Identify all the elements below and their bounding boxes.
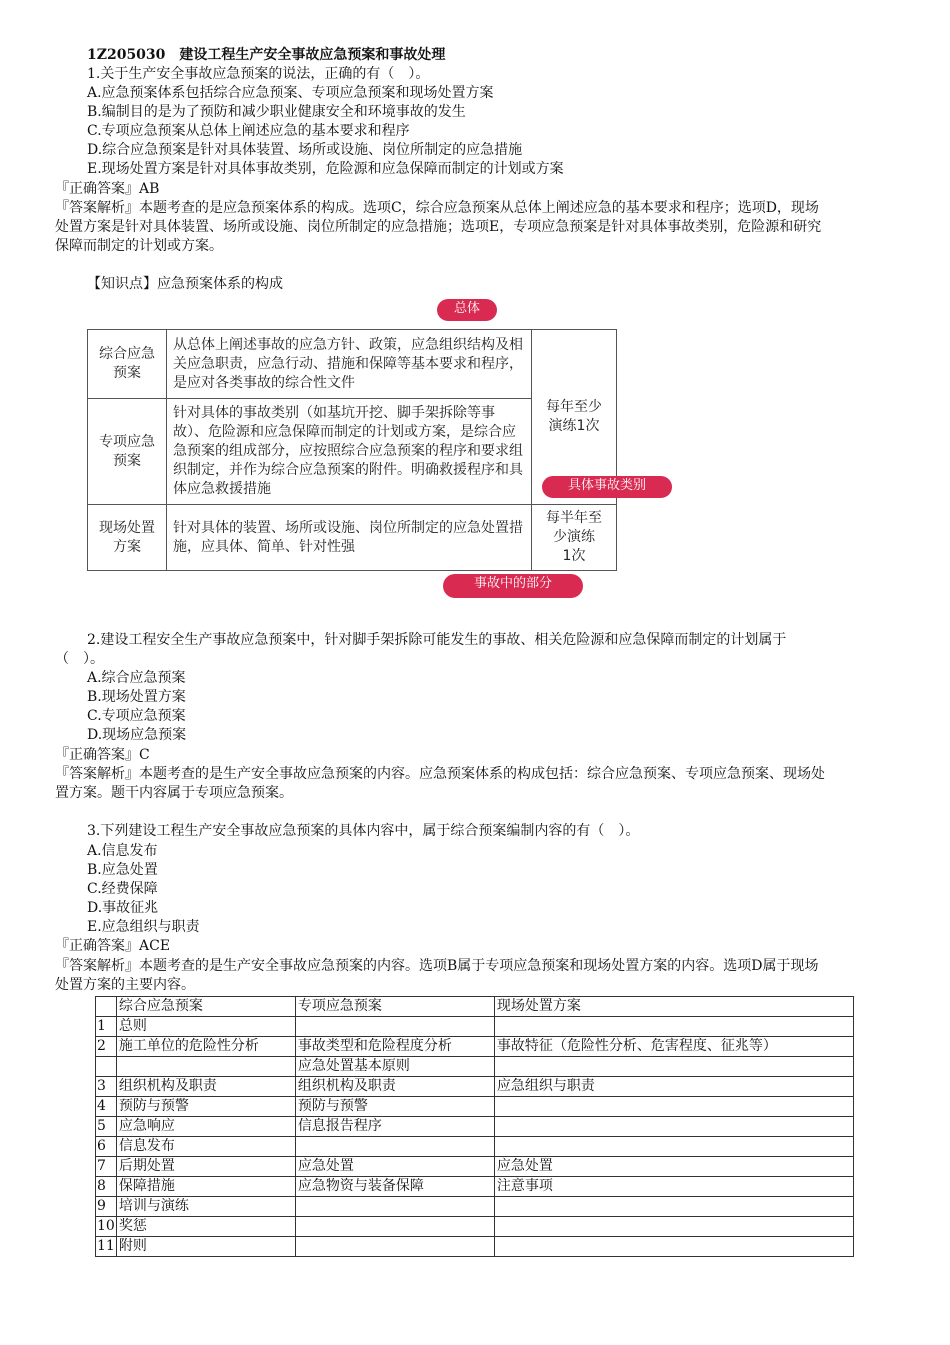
table-cell (295, 1217, 494, 1237)
table-cell: 9 (96, 1197, 117, 1217)
kt-name-text: 现场处置 方案 (99, 519, 155, 555)
q2-question-2: （ ）。 (55, 651, 104, 667)
table-cell: 奖惩 (116, 1217, 295, 1237)
table-cell: 培训与演练 (116, 1197, 295, 1217)
table-row (96, 1197, 854, 1217)
q3-option-d: D.事故征兆 (87, 900, 159, 916)
table-cell (494, 1117, 853, 1137)
table-row (96, 1237, 854, 1257)
table-cell: 应急处置 (295, 1157, 494, 1177)
table-cell: 5 (96, 1117, 117, 1137)
q1-analysis-1: 『答案解析』本题考查的是应急预案体系的构成。选项C，综合应急预案从总体上阐述应急的基本要求和程序；选项D，现场 (55, 200, 819, 216)
q3-question: 3.下列建设工程生产安全事故应急预案的具体内容中，属于综合预案编制内容的有（ ）。 (87, 823, 640, 839)
table-cell (295, 1197, 494, 1217)
table-row (96, 1177, 854, 1197)
table-cell: 4 (96, 1097, 117, 1117)
q1-option-b: B.编制目的是为了预防和减少职业健康安全和环境事故的发生 (87, 104, 466, 120)
q1-option-e: E.现场处置方案是针对具体事故类别，危险源和应急保障而制定的计划或方案 (87, 161, 564, 177)
table-row (96, 1017, 854, 1037)
table-cell (494, 1237, 853, 1257)
kt-name-text: 专项应急 预案 (99, 433, 155, 469)
kt-freq-text: 每半年至 少演练 1次 (546, 510, 602, 564)
table-cell (295, 1137, 494, 1157)
q2-option-b: B.现场处置方案 (87, 689, 186, 705)
table-cell: 2 (96, 1037, 117, 1057)
q3-analysis-1: 『答案解析』本题考查的是生产安全事故应急预案的内容。选项B属于专项应急预案和现场处置方案的内容。选项D属于现场 (55, 958, 819, 974)
table-row (96, 1077, 854, 1097)
table-cell: 6 (96, 1137, 117, 1157)
table-cell (295, 1017, 494, 1037)
table-cell (494, 1017, 853, 1037)
table-cell: 组织机构及职责 (295, 1077, 494, 1097)
table-cell: 信息发布 (116, 1137, 295, 1157)
q2-question-1: 2.建设工程安全生产事故应急预案中，针对脚手架拆除可能发生的事故、相关危险源和应急保障而制定的计划属于 (87, 632, 787, 648)
table-cell: 预防与预警 (295, 1097, 494, 1117)
table-cell (295, 1237, 494, 1257)
q1-option-a: A.应急预案体系包括综合应急预案、专项应急预案和现场处置方案 (87, 85, 494, 101)
table-row (96, 1137, 854, 1157)
table-cell: 8 (96, 1177, 117, 1197)
kt-freq-halfyear (532, 505, 617, 571)
table-header-row (96, 997, 854, 1017)
kt-name-text: 综合应急 预案 (99, 346, 155, 381)
table-header-cell: 综合应急预案 (116, 997, 295, 1017)
kt-desc-comprehensive: 从总体上阐述事故的应急方针、政策，应急组织结构及相关应急职责，应急行动、措施和保障等基本要求和程序，是应对各类事故的综合性文件 (167, 330, 532, 399)
table-cell: 3 (96, 1077, 117, 1097)
q1-analysis-3: 保障而制定的计划或方案。 (55, 238, 223, 254)
table-cell: 应急物资与装备保障 (295, 1177, 494, 1197)
table-cell (116, 1057, 295, 1077)
q3-analysis-2: 处置方案的主要内容。 (55, 977, 195, 993)
table-cell: 事故特征（危险性分析、危害程度、征兆等） (494, 1037, 853, 1057)
section-title: 1Z205030 建设工程生产安全事故应急预案和事故处理 (87, 47, 446, 63)
knowledge-table (87, 329, 617, 571)
knowledge-title: 【知识点】应急预案体系的构成 (87, 276, 283, 292)
table-cell: 后期处置 (116, 1157, 295, 1177)
q1-answer: 『正确答案』AB (55, 181, 160, 197)
q1-option-d: D.综合应急预案是针对具体装置、场所或设施、岗位所制定的应急措施 (87, 142, 523, 158)
table-cell: 保障措施 (116, 1177, 295, 1197)
table-cell: 事故类型和危险程度分析 (295, 1037, 494, 1057)
q3-option-a: A.信息发布 (87, 843, 158, 859)
q3-option-c: C.经费保障 (87, 881, 158, 897)
q1-option-c: C.专项应急预案从总体上阐述应急的基本要求和程序 (87, 123, 410, 139)
kt-name-special (88, 399, 167, 505)
tag-part: 事故中的部分 (443, 574, 583, 598)
table-cell: 施工单位的危险性分析 (116, 1037, 295, 1057)
kt-desc-onsite: 针对具体的装置、场所或设施、岗位所制定的应急处置措施，应具体、简单、针对性强 (167, 505, 532, 571)
q2-analysis-2: 置方案。题干内容属于专项应急预案。 (55, 785, 293, 801)
kt-name-onsite (88, 505, 167, 571)
table-cell: 应急处置 (494, 1157, 853, 1177)
table-cell (494, 1057, 853, 1077)
table-header-cell: 现场处置方案 (494, 997, 853, 1017)
table-header-cell (96, 997, 117, 1017)
contents-table (95, 996, 854, 1257)
table-cell: 11 (96, 1237, 117, 1257)
q2-option-c: C.专项应急预案 (87, 708, 186, 724)
table-row (96, 1117, 854, 1137)
table-row (96, 1217, 854, 1237)
table-cell: 应急响应 (116, 1117, 295, 1137)
table-cell: 应急组织与职责 (494, 1077, 853, 1097)
q1-question: 1.关于生产安全事故应急预案的说法，正确的有（ ）。 (87, 66, 430, 82)
tag-specific: 具体事故类别 (542, 476, 672, 498)
table-cell: 注意事项 (494, 1177, 853, 1197)
table-cell: 应急处置基本原则 (295, 1057, 494, 1077)
table-cell: 7 (96, 1157, 117, 1177)
kt-freq-text: 每年至少 演练1次 (546, 399, 602, 434)
table-cell: 组织机构及职责 (116, 1077, 295, 1097)
kt-desc-special: 针对具体的事故类别（如基坑开挖、脚手架拆除等事故）、危险源和应急保障而制定的计划或方案，是综合应急预案的组成部分，应按照综合应急预案的程序和要求组织制定，并作为综合应急预案的附件。明确救援程序和具体应急救援措施 (167, 399, 532, 505)
table-cell (494, 1217, 853, 1237)
table-header-cell: 专项应急预案 (295, 997, 494, 1017)
table-cell: 预防与预警 (116, 1097, 295, 1117)
q2-option-a: A.综合应急预案 (87, 670, 186, 686)
table-cell: 1 (96, 1017, 117, 1037)
q1-analysis-2: 处置方案是针对具体装置、场所或设施、岗位所制定的应急措施；选项E，专项应急预案是针对具体事故类别，危险源和研究 (55, 219, 822, 235)
table-row (96, 1157, 854, 1177)
q3-answer: 『正确答案』ACE (55, 938, 171, 954)
table-cell (494, 1097, 853, 1117)
q2-option-d: D.现场应急预案 (87, 727, 187, 743)
q3-option-b: B.应急处置 (87, 862, 158, 878)
q3-option-e: E.应急组织与职责 (87, 919, 200, 935)
table-cell: 10 (96, 1217, 117, 1237)
table-row (96, 1097, 854, 1117)
q2-analysis-1: 『答案解析』本题考查的是生产安全事故应急预案的内容。应急预案体系的构成包括：综合应急预案、专项应急预案、现场处 (55, 766, 825, 782)
table-cell: 附则 (116, 1237, 295, 1257)
table-cell: 信息报告程序 (295, 1117, 494, 1137)
table-row (96, 1057, 854, 1077)
table-cell (494, 1197, 853, 1217)
table-cell (96, 1057, 117, 1077)
q2-answer: 『正确答案』C (55, 747, 150, 763)
table-row (96, 1037, 854, 1057)
kt-name-comprehensive (88, 330, 167, 399)
tag-overall: 总体 (437, 299, 497, 321)
table-cell (494, 1137, 853, 1157)
table-cell: 总则 (116, 1017, 295, 1037)
